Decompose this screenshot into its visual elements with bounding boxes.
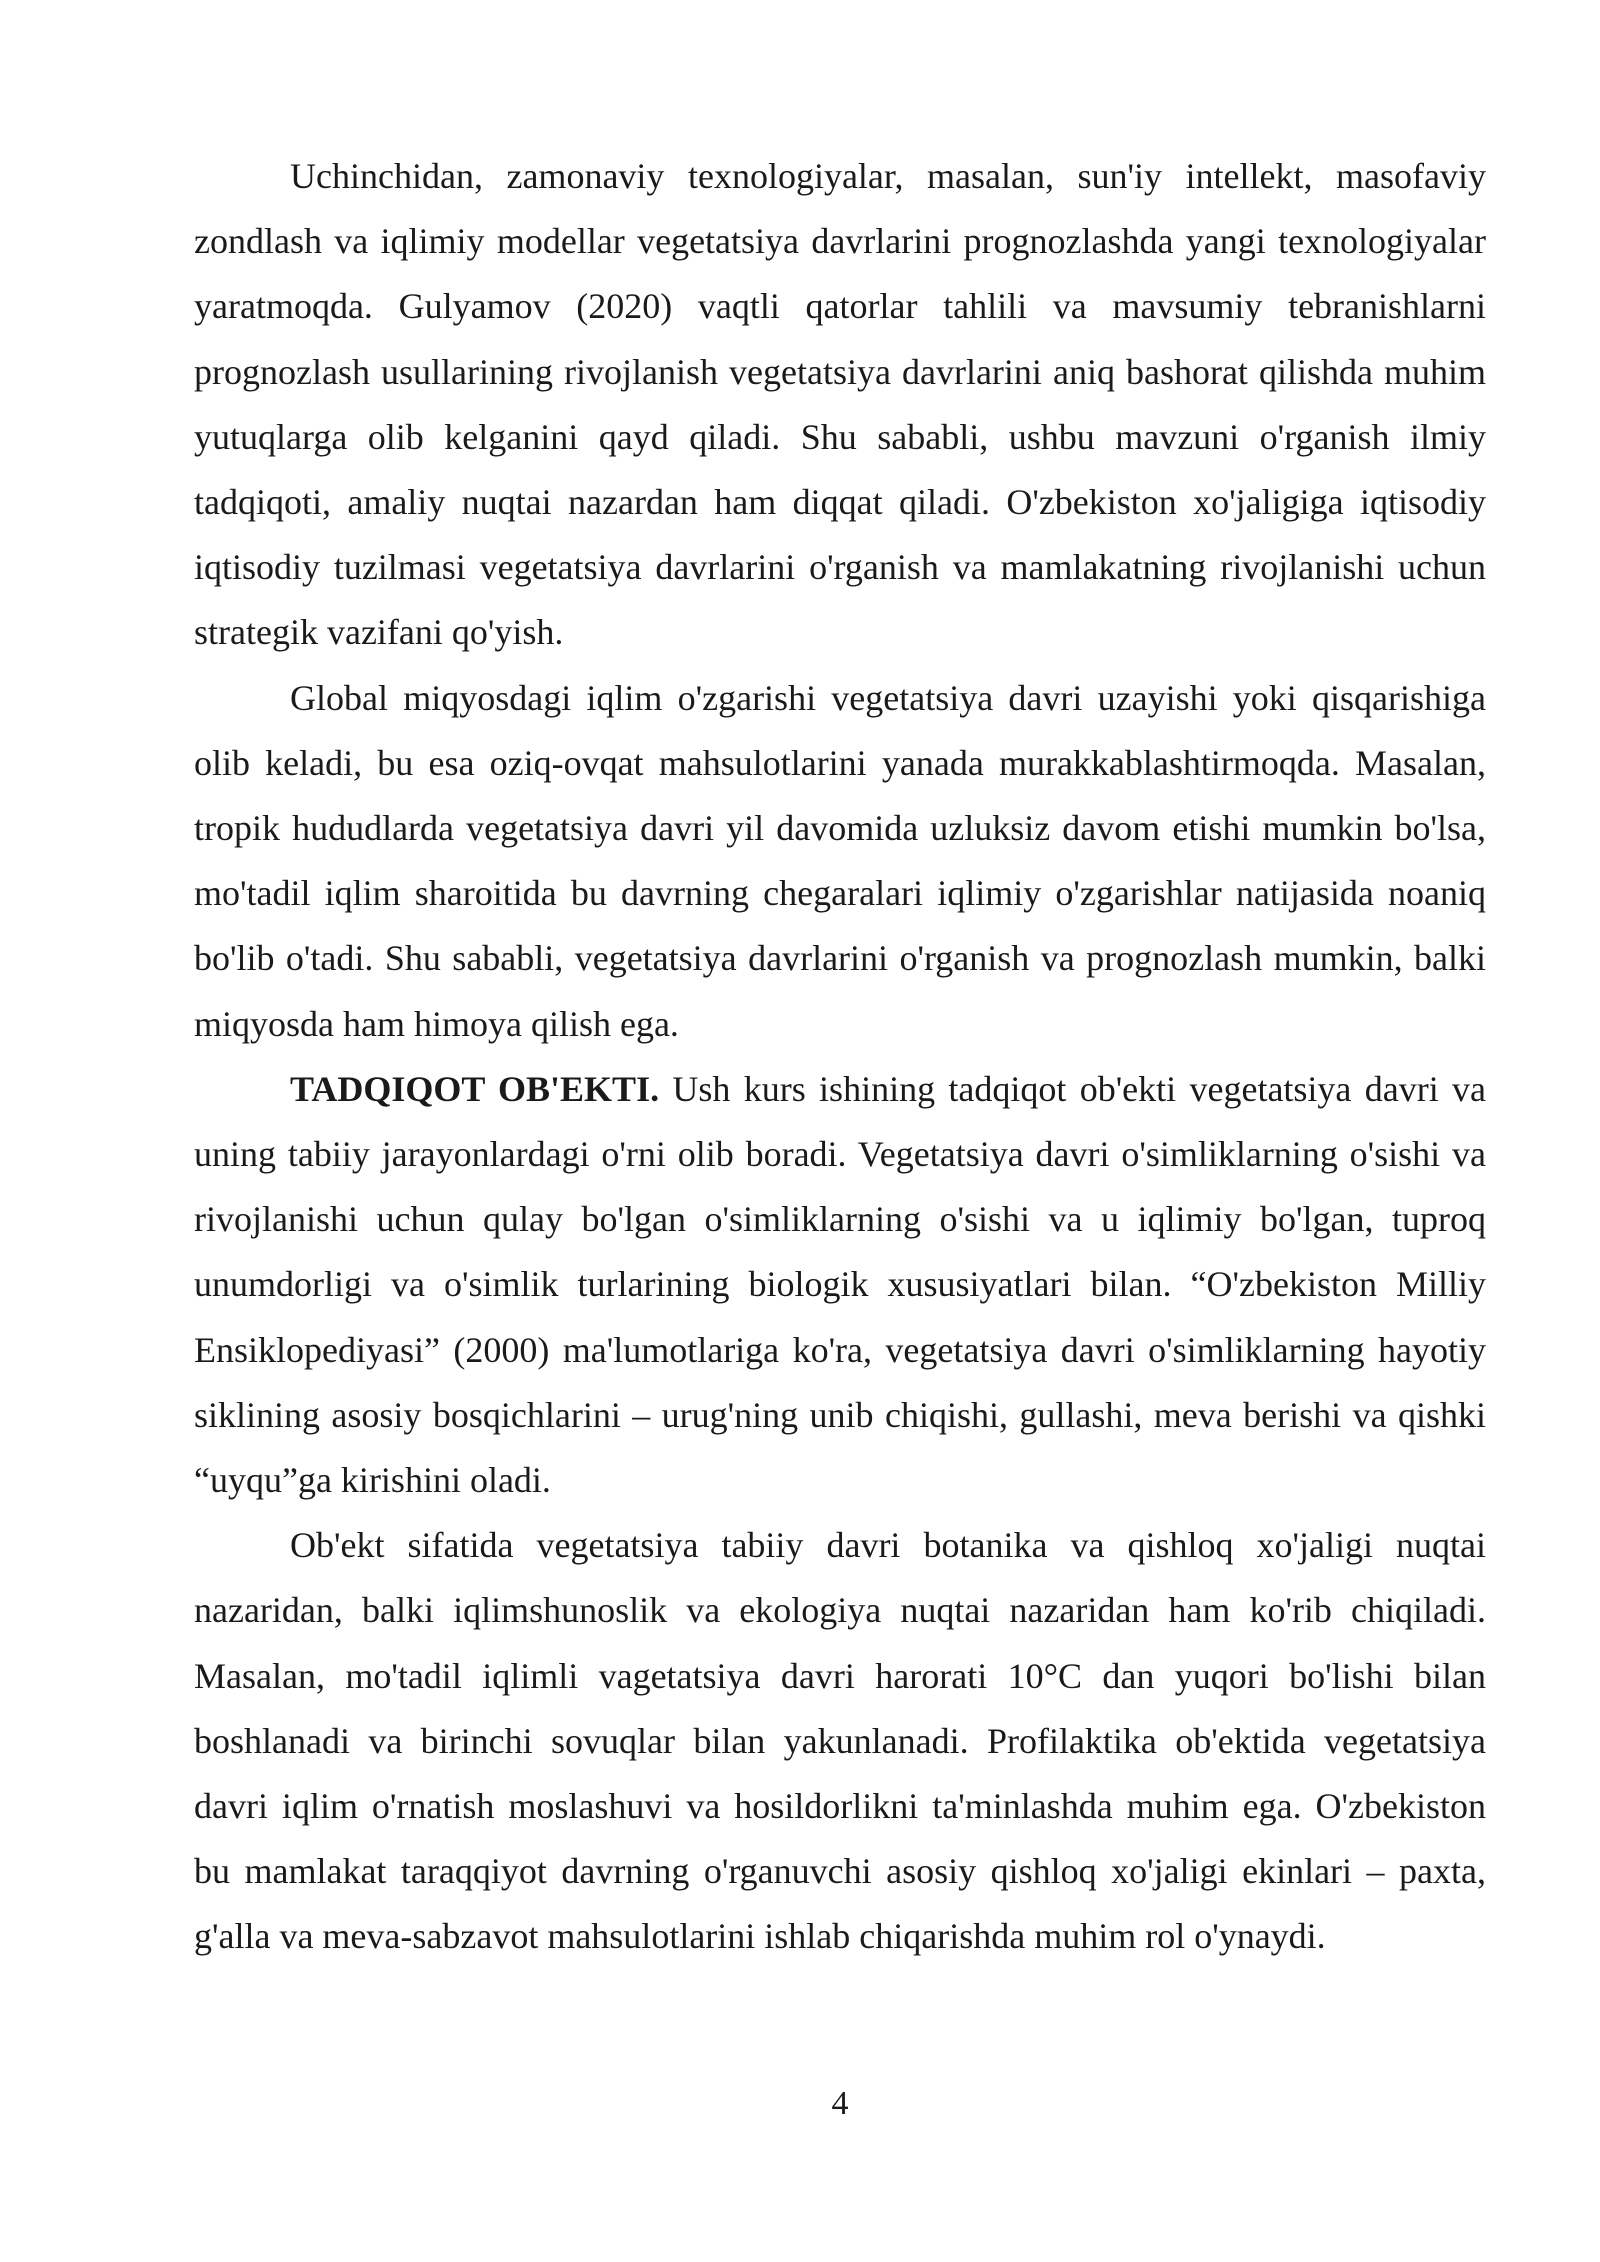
paragraph-1 (194, 144, 1486, 666)
section-heading-tadqiqot-obekti: TADQIQOT OB'EKTI. (290, 1068, 660, 1109)
paragraph-3-text: Ush kurs ishining tadqiqot ob'ekti vegetatsiya davri va uning tabiiy jarayonlardagi o'rni olib boradi. Vegetatsiya davri o'simliklarning o'sishi va rivojlanishi uchun qulay bo'lgan o'simliklarning o'sishi va u iqlimiy bo'lgan, tuproq unumdorligi va o'simlik turlarining biologik xususiyatlari bilan. “O'zbekiston Milliy Ensiklopediyasi” (2000) ma'lumotlariga ko'ra, vegetatsiya davri o'simliklarning hayotiy siklining asosiy bosqichlarini – urug'ning unib chiqishi, gullashi, meva berishi va qishki “uyqu”ga kirishini oladi. (194, 1068, 1487, 1501)
paragraph-2 (194, 666, 1486, 1057)
paragraph-2-text: Global miqyosdagi iqlim o'zgarishi vegetatsiya davri uzayishi yoki qisqarishiga olib keladi, bu esa oziq-ovqat mahsulotlarini yanada murakkablashtirmoqda. Masalan, tropik hududlarda vegetatsiya davri yil davomida uzluksiz davom etishi mumkin bo'lsa, mo'tadil iqlim sharoitida bu davrning chegaralari iqlimiy o'zgarishlar natijasida noaniq bo'lib o'tadi. Shu sababli, vegetatsiya davrlarini o'rganish va prognozlash mumkin, balki miqyosda ham himoya qilish ega. (194, 677, 1486, 1044)
paragraph-1-text: Uchinchidan, zamonaviy texnologiyalar, masalan, sun'iy intellekt, masofaviy zondlash va iqlimiy modellar vegetatsiya davrlarini prognozlashda yangi texnologiyalar yaratmoqda. Gulyamov (2020) vaqtli qatorlar tahlili va mavsumiy tebranishlarni prognozlash usullarining rivojlanish vegetatsiya davrlarini aniq bashorat qilishda muhim yutuqlarga olib kelganini qayd qiladi. Shu sababli, ushbu mavzuni o'rganish ilmiy tadqiqoti, amaliy nuqtai nazardan ham diqqat qiladi. O'zbekiston xo'jaligiga iqtisodiy iqtisodiy tuzilmasi vegetatsiya davrlarini o'rganish va mamlakatning rivojlanishi uchun strategik vazifani qo'yish. (194, 156, 1486, 653)
paragraph-4 (194, 1513, 1486, 1969)
paragraph-4-text: Ob'ekt sifatida vegetatsiya tabiiy davri botanika va qishloq xo'jaligi nuqtai nazaridan, balki iqlimshunoslik va ekologiya nuqtai nazaridan ham ko'rib chiqiladi. Masalan, mo'tadil iqlimli vagetatsiya davri harorati 10°C dan yuqori bo'lishi bilan boshlanadi va birinchi sovuqlar bilan yakunlanadi. Profilaktika ob'ektida vegetatsiya davri iqlim o'rnatish moslashuvi va hosildorlikni ta'minlashda muhim ega. O'zbekiston bu mamlakat taraqqiyot davrning o'rganuvchi asosiy qishloq xo'jaligi ekinlari – paxta, g'alla va meva-sabzavot mahsulotlarini ishlab chiqarishda muhim rol o'ynaydi. (194, 1525, 1486, 1957)
page-number: 4 (831, 2085, 849, 2122)
paragraph-3 (194, 1057, 1486, 1513)
body-text (194, 144, 1486, 1970)
